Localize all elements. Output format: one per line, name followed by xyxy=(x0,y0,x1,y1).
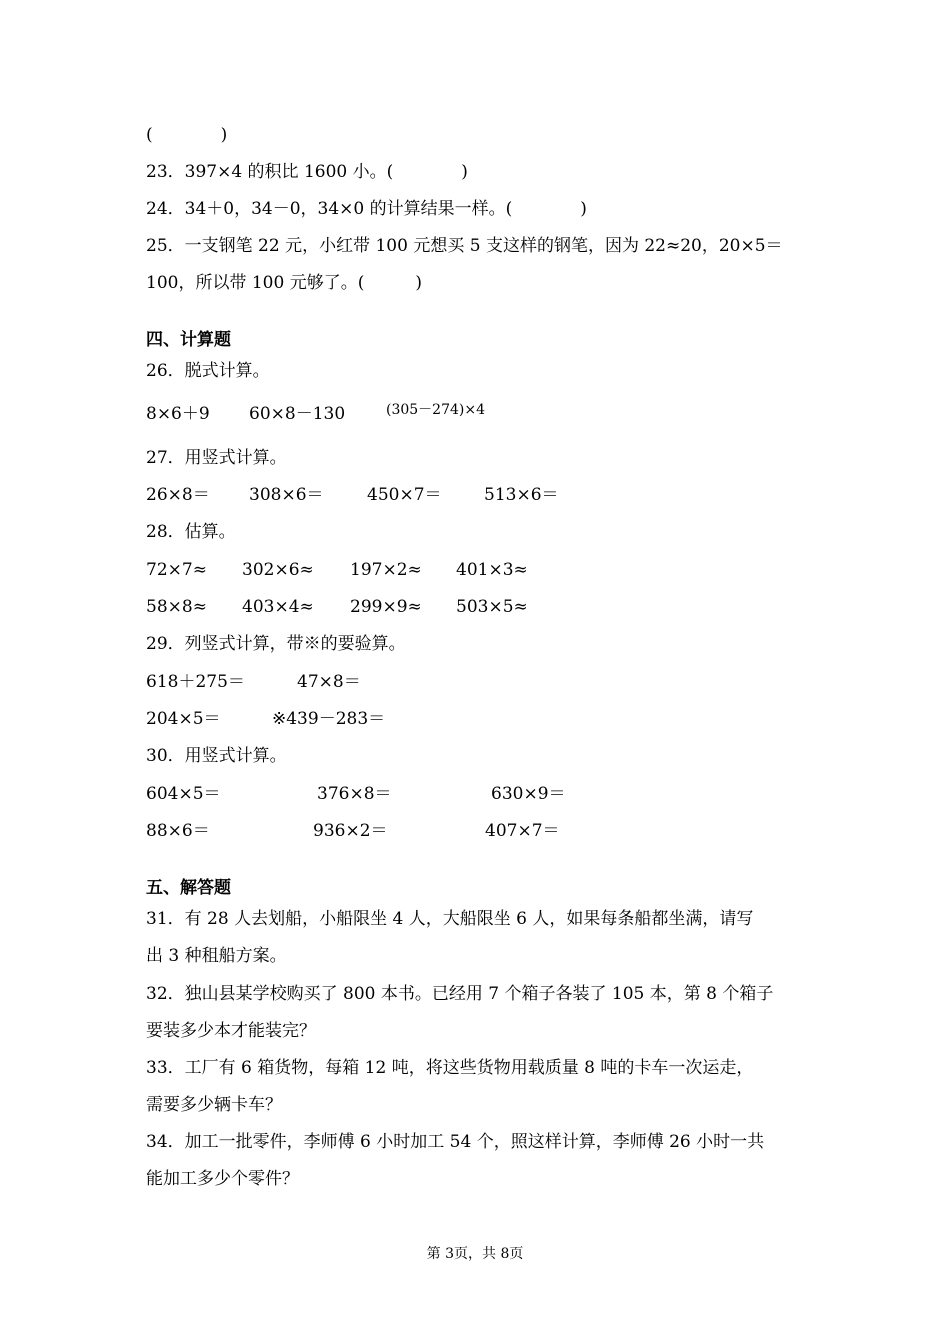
question-33-line2: 需要多少辆卡车？ xyxy=(146,1095,282,1115)
q22-answer-blank: ( ) xyxy=(146,125,228,145)
q27-items xyxy=(0,483,950,507)
q30-item: 936×2＝ xyxy=(313,821,388,841)
q30-item: 630×9＝ xyxy=(491,784,566,804)
section-4-title: 四、计算题 xyxy=(146,330,231,350)
question-27: 27．用竖式计算。 xyxy=(146,448,287,468)
q28-row2 xyxy=(0,595,950,619)
q30-item: 604×5＝ xyxy=(146,784,221,804)
question-34-line1: 34．加工一批零件，李师傅 6 小时加工 54 个，照这样计算，李师傅 26 小时一共 xyxy=(146,1132,765,1152)
q26-item: 8×6＋9 xyxy=(146,404,210,424)
q28-item: 58×8≈ xyxy=(146,597,207,617)
question-31-line1: 31．有 28 人去划船，小船限坐 4 人，大船限坐 6 人，如果每条船都坐满，请写 xyxy=(146,909,754,929)
q28-item: 503×5≈ xyxy=(456,597,528,617)
q26-item: 60×8－130 xyxy=(249,404,346,424)
q28-item: 72×7≈ xyxy=(146,560,207,580)
question-34-line2: 能加工多少个零件？ xyxy=(146,1169,299,1189)
question-28: 28．估算。 xyxy=(146,522,236,542)
q26-items xyxy=(0,402,950,426)
q27-item: 450×7＝ xyxy=(367,485,442,505)
q28-item: 299×9≈ xyxy=(350,597,422,617)
q29-row2 xyxy=(0,707,950,731)
q30-item: 88×6＝ xyxy=(146,821,210,841)
q29-item: 204×5＝ xyxy=(146,709,221,729)
question-31-line2: 出 3 种租船方案。 xyxy=(146,946,287,966)
q27-item: 513×6＝ xyxy=(484,485,559,505)
q30-row2 xyxy=(0,819,950,843)
question-30: 30．用竖式计算。 xyxy=(146,746,287,766)
question-32-line1: 32．独山县某学校购买了 800 本书。已经用 7 个箱子各装了 105 本，第 8 个箱子 xyxy=(146,984,774,1004)
q29-item: 618＋275＝ xyxy=(146,672,245,692)
question-29: 29．列竖式计算，带※的要验算。 xyxy=(146,634,406,654)
q30-item: 376×8＝ xyxy=(317,784,392,804)
q30-row1 xyxy=(0,782,950,806)
section-5-title: 五、解答题 xyxy=(146,878,231,898)
q30-item: 407×7＝ xyxy=(485,821,560,841)
question-26: 26．脱式计算。 xyxy=(146,361,270,381)
question-25-line1: 25．一支钢笔 22 元，小红带 100 元想买 5 支这样的钢笔，因为 22≈20，20×5＝ xyxy=(146,236,783,256)
q26-item: (305－274)×4 xyxy=(386,402,486,418)
q28-item: 401×3≈ xyxy=(456,560,528,580)
q29-row1 xyxy=(0,670,950,694)
q28-item: 403×4≈ xyxy=(242,597,314,617)
q29-item: 47×8＝ xyxy=(297,672,361,692)
question-32-line2: 要装多少本才能装完？ xyxy=(146,1021,316,1041)
question-23: 23．397×4 的积比 1600 小。( ) xyxy=(146,162,468,182)
q28-item: 197×2≈ xyxy=(350,560,422,580)
q28-row1 xyxy=(0,558,950,582)
question-24: 24．34＋0，34－0，34×0 的计算结果一样。( ) xyxy=(146,199,587,219)
q29-item: ※439－283＝ xyxy=(272,709,386,729)
q28-item: 302×6≈ xyxy=(242,560,314,580)
question-25-line2: 100，所以带 100 元够了。( ) xyxy=(146,273,422,293)
q27-item: 308×6＝ xyxy=(249,485,324,505)
question-33-line1: 33．工厂有 6 箱货物，每箱 12 吨，将这些货物用载质量 8 吨的卡车一次运走， xyxy=(146,1058,754,1078)
q27-item: 26×8＝ xyxy=(146,485,210,505)
page-footer: 第 3页，共 8页 xyxy=(426,1246,524,1262)
